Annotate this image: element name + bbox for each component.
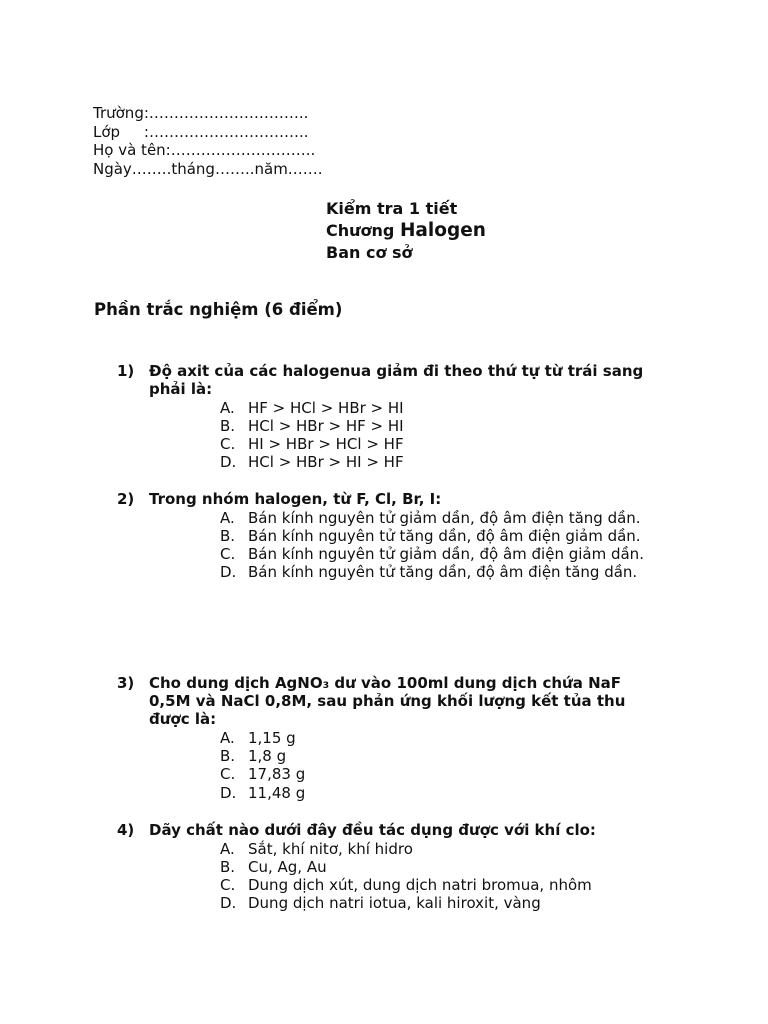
option-text: 1,15 g	[248, 729, 296, 747]
option-c	[220, 435, 660, 453]
option-a	[220, 729, 660, 747]
option-text: Dung dịch natri iotua, kali hiroxit, vàng	[248, 894, 541, 913]
option-text: HI > HBr > HCl > HF	[248, 434, 404, 453]
option-letter: B.	[220, 747, 236, 766]
option-text: HF > HCl > HBr > HI	[248, 398, 404, 417]
option-letter: D.	[220, 894, 237, 913]
option-a	[220, 399, 660, 417]
answer-options	[220, 840, 660, 913]
question-text: Độ axit của các halogenua giảm đi theo thứ tự từ trái sang phải là:	[149, 362, 644, 399]
option-b	[220, 747, 660, 765]
option-text: Bán kính nguyên tử tăng dần, độ âm điện giảm dần.	[248, 526, 641, 545]
option-b	[220, 527, 660, 545]
option-text: Bán kính nguyên tử giảm dần, độ âm điện tăng dần.	[248, 508, 641, 527]
answer-options	[220, 399, 660, 472]
title-line-2	[326, 220, 486, 242]
option-text: Bán kính nguyên tử giảm dần, độ âm điện giảm dần.	[248, 544, 644, 563]
option-text: HCl > HBr > HI > HF	[248, 453, 404, 472]
option-text: 11,48 g	[248, 783, 306, 802]
answer-options	[220, 729, 660, 802]
title-line-3: Ban cơ sở	[326, 243, 413, 262]
option-letter: B.	[220, 857, 236, 876]
student-info-block	[93, 104, 323, 178]
option-text: 17,83 g	[248, 765, 306, 784]
question-number: 2)	[117, 490, 135, 508]
option-d	[220, 453, 660, 471]
question-text: Dãy chất nào dưới đây đều tác dụng được với khí clo:	[149, 821, 596, 839]
option-d	[220, 784, 660, 802]
option-letter: B.	[220, 416, 236, 435]
option-c	[220, 545, 660, 563]
option-letter: C.	[220, 434, 236, 453]
option-letter: A.	[220, 398, 235, 417]
option-letter: A.	[220, 508, 235, 527]
question-number: 3)	[117, 674, 135, 692]
section-heading: Phần trắc nghiệm (6 điểm)	[94, 300, 343, 319]
option-text: Cu, Ag, Au	[248, 857, 327, 876]
option-letter: D.	[220, 563, 237, 582]
answer-options	[220, 509, 660, 582]
question-text: Cho dung dịch AgNO₃ dư vào 100ml dung dịch chứa NaF 0,5M và NaCl 0,8M, sau phản ứng khối lượng kết tủa thu được là:	[149, 674, 626, 729]
exam-title	[326, 198, 486, 264]
option-text: Dung dịch xút, dung dịch natri bromua, nhôm	[248, 875, 592, 894]
school-field: Trường:…………………………..	[93, 104, 309, 122]
option-c	[220, 876, 660, 894]
title-chapter-name: Halogen	[399, 220, 486, 241]
option-letter: B.	[220, 526, 236, 545]
date-field: Ngày……..tháng……..năm…….	[93, 159, 323, 178]
title-line-1: Kiểm tra 1 tiết	[326, 199, 458, 218]
option-letter: D.	[220, 453, 237, 472]
title-chapter-prefix: Chương	[326, 221, 400, 240]
option-b	[220, 417, 660, 435]
option-a	[220, 509, 660, 527]
option-letter: A.	[220, 729, 235, 747]
option-text: 1,8 g	[248, 747, 287, 766]
option-c	[220, 765, 660, 783]
option-letter: C.	[220, 544, 236, 563]
option-b	[220, 858, 660, 876]
question-text: Trong nhóm halogen, từ F, Cl, Br, I:	[149, 490, 442, 508]
class-field: Lớp :…………………………..	[93, 122, 309, 141]
option-text: Bán kính nguyên tử tăng dần, độ âm điện tăng dần.	[248, 563, 638, 582]
option-text: HCl > HBr > HF > HI	[248, 416, 404, 435]
option-a	[220, 840, 660, 858]
option-d	[220, 894, 660, 912]
question-number: 4)	[117, 821, 135, 839]
option-text: Sắt, khí nitơ, khí hidro	[248, 839, 413, 858]
option-letter: A.	[220, 839, 235, 858]
option-letter: C.	[220, 765, 236, 784]
option-letter: D.	[220, 783, 237, 802]
question-number: 1)	[117, 362, 135, 380]
option-d	[220, 563, 660, 581]
option-letter: C.	[220, 875, 236, 894]
name-field: Họ và tên:………………………..	[93, 141, 316, 159]
